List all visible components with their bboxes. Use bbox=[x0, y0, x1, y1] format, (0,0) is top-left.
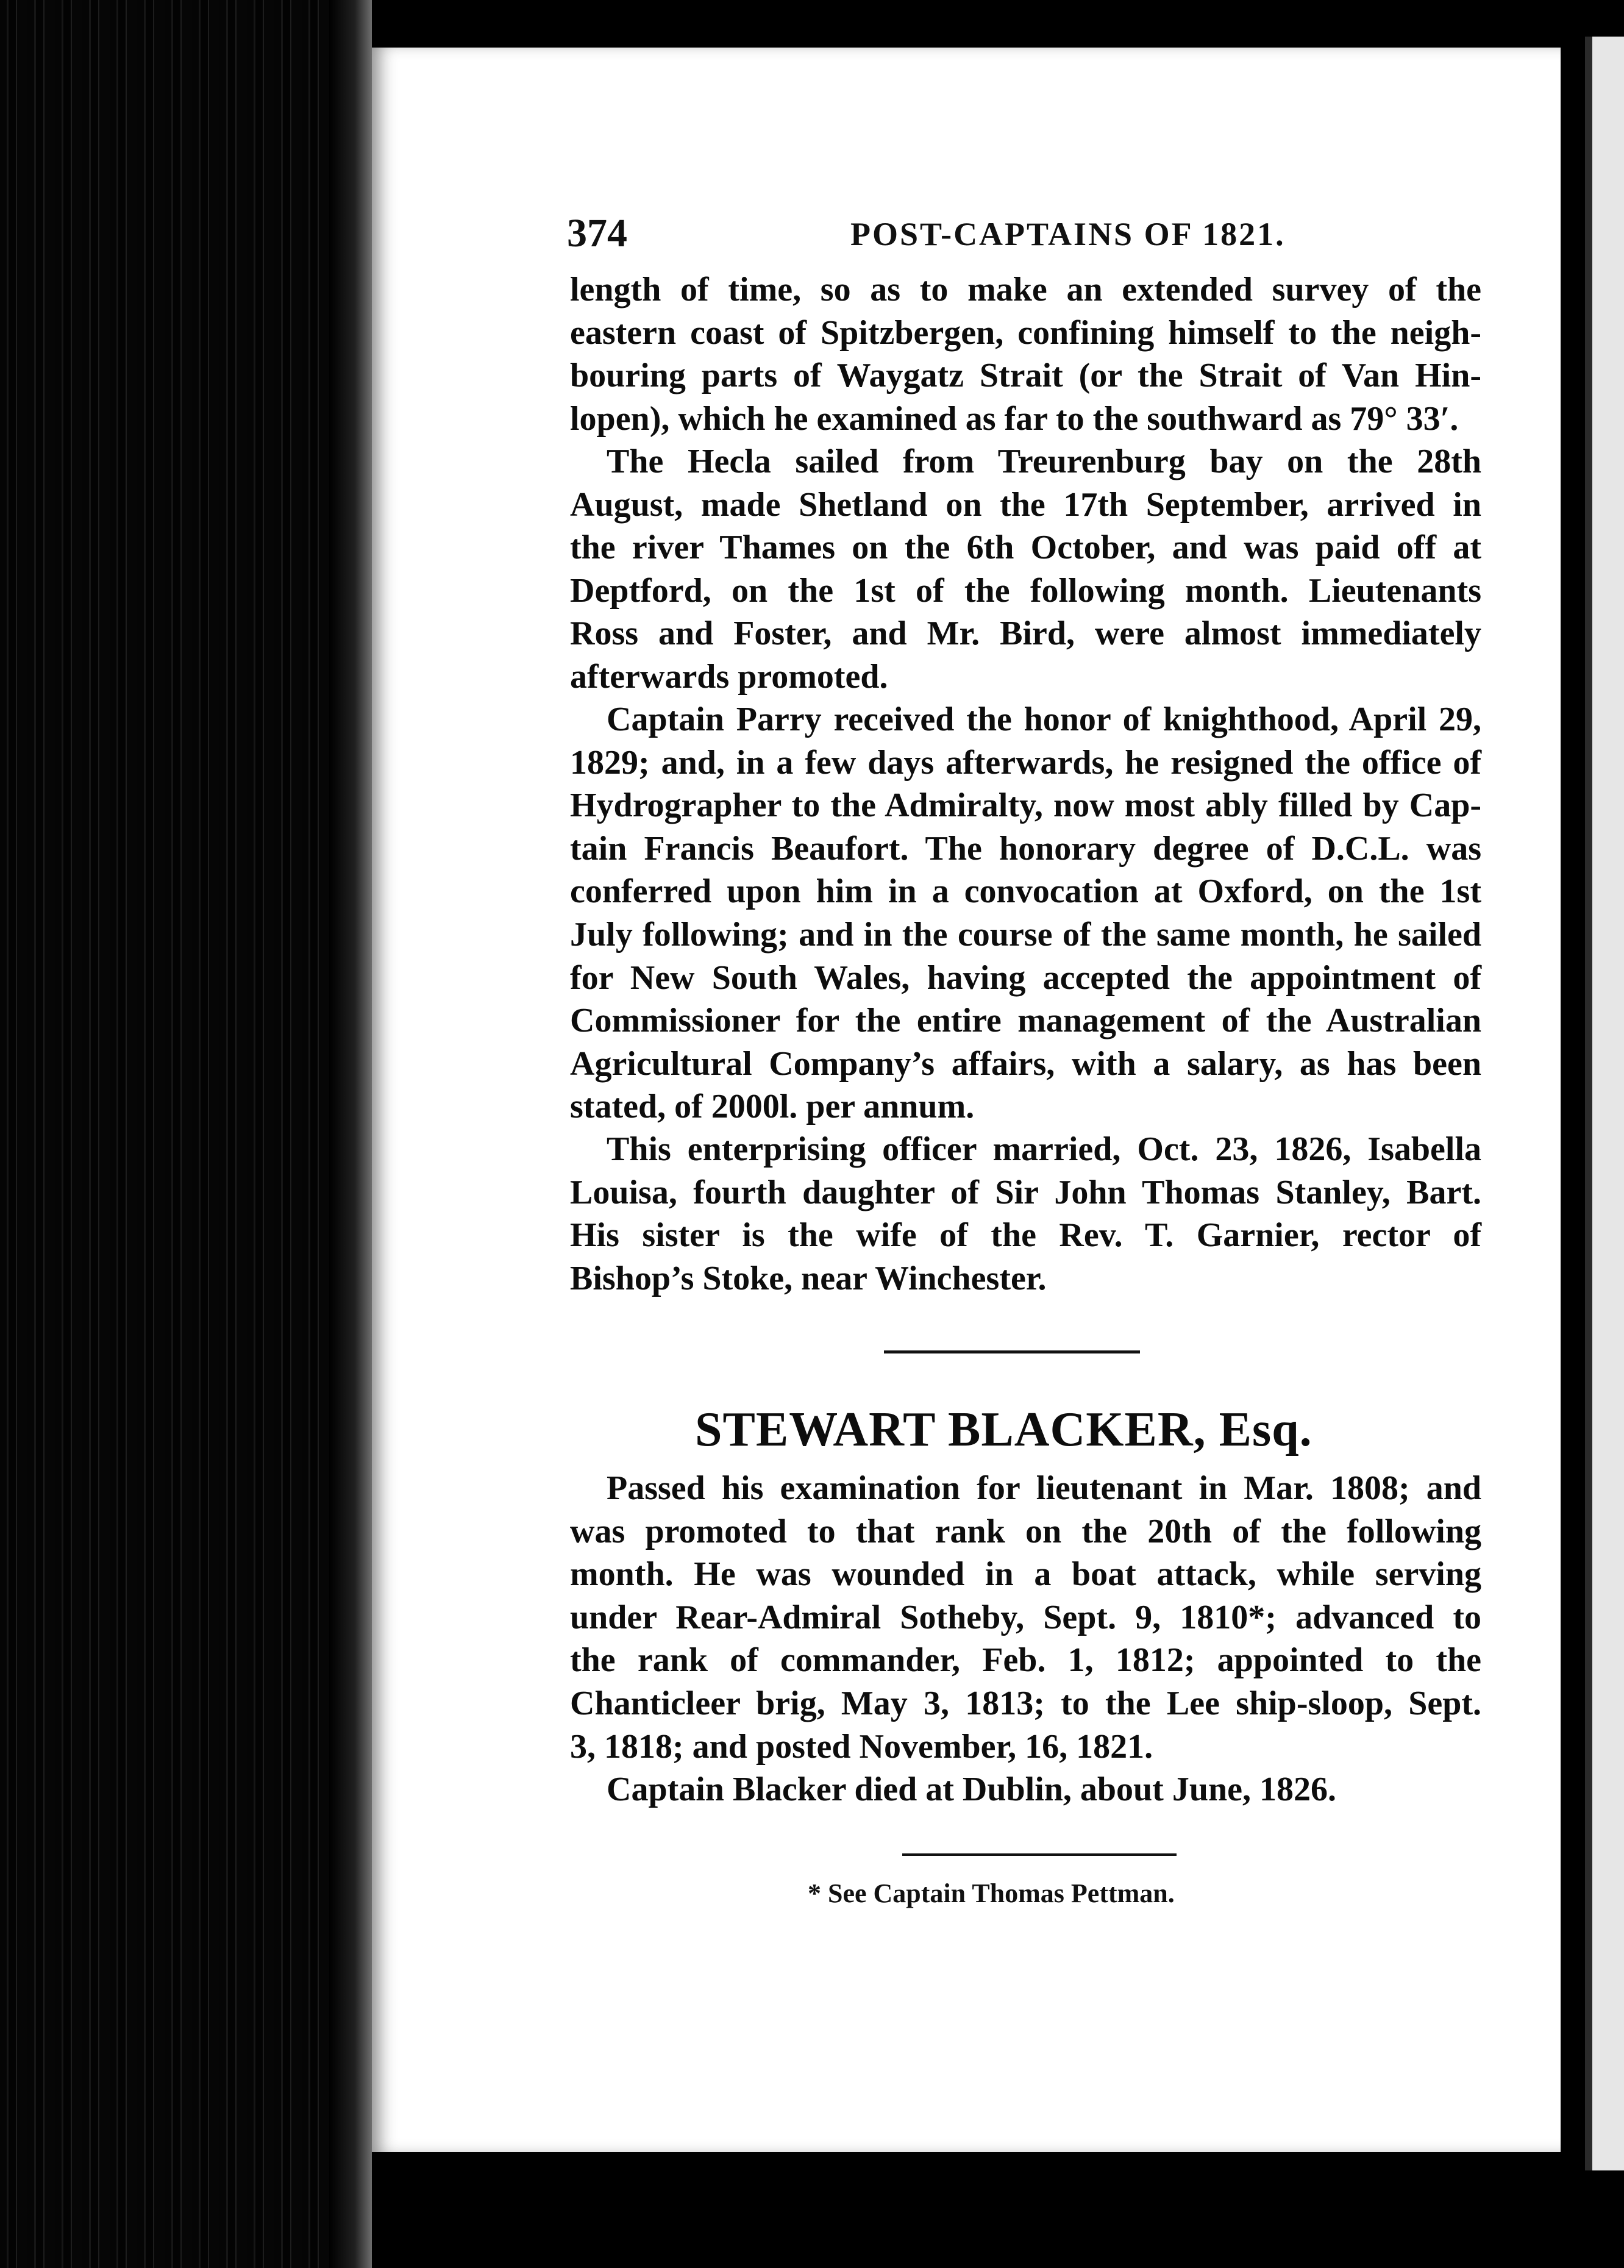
text-line: the river Thames on the 6th October, and was paid off at bbox=[570, 529, 1481, 567]
page-number: 374 bbox=[567, 211, 627, 255]
entry-heading: STEWART BLACKER, Esq. bbox=[695, 1403, 1312, 1457]
text-line: Captain Parry received the honor of knighthood, April 29, bbox=[607, 701, 1481, 738]
text-line: Commissioner for the entire management of the Australian bbox=[570, 1002, 1481, 1040]
page-header bbox=[567, 210, 1481, 265]
text-line: month. He was wounded in a boat attack, while serving bbox=[570, 1555, 1481, 1594]
text-line: conferred upon him in a convocation at Oxford, on the 1st bbox=[570, 872, 1481, 911]
text-line: The Hecla sailed from Treurenburg bay on the 28th bbox=[607, 443, 1481, 480]
paragraph-continuation bbox=[570, 268, 1481, 440]
footnote: * See Captain Thomas Pettman. bbox=[808, 1878, 1175, 1908]
book-binding bbox=[0, 0, 366, 2268]
text-line: Deptford, on the 1st of the following month. Lieutenants bbox=[570, 571, 1481, 610]
text-line: July following; and in the course of the same month, he sailed bbox=[570, 915, 1481, 954]
text-line: Louisa, fourth daughter of Sir John Thomas Stanley, Bart. bbox=[570, 1173, 1481, 1211]
text-line: August, made Shetland on the 17th September, arrived in bbox=[570, 485, 1481, 524]
text-line: length of time, so as to make an extended survey of the bbox=[570, 271, 1481, 308]
text-line: was promoted to that rank on the 20th of the following bbox=[570, 1512, 1481, 1550]
text-line: Agricultural Company’s affairs, with a salary, as has been bbox=[570, 1044, 1481, 1083]
text-line: Bishop’s Stoke, near Winchester. bbox=[570, 1259, 1047, 1297]
text-line: the rank of commander, Feb. 1, 1812; appointed to the bbox=[570, 1641, 1481, 1680]
text-line: under Rear-Admiral Sotheby, Sept. 9, 1810*; advanced to bbox=[570, 1598, 1481, 1636]
paragraph-blacker bbox=[570, 1467, 1481, 1768]
text-line: bouring parts of Waygatz Strait (or the Strait of Van Hin- bbox=[570, 357, 1481, 395]
text-line: 1829; and, in a few days afterwards, he resigned the office of bbox=[570, 743, 1481, 782]
text-line: His sister is the wife of the Rev. T. Garnier, rector of bbox=[570, 1216, 1481, 1255]
text-line: tain Francis Beaufort. The honorary degree of D.C.L. was bbox=[570, 829, 1481, 868]
gutter-shadow bbox=[329, 0, 372, 2268]
text-line: Hydrographer to the Admiralty, now most ably filled by Cap- bbox=[570, 786, 1481, 825]
text-line: afterwards promoted. bbox=[570, 657, 888, 696]
text-line: stated, of 2000l. per annum. bbox=[570, 1088, 975, 1126]
paragraph-death bbox=[570, 1768, 1481, 1811]
paragraph-hecla bbox=[570, 440, 1481, 699]
section-rule bbox=[884, 1350, 1140, 1353]
text-line: Ross and Foster, and Mr. Bird, were almost immediately bbox=[570, 615, 1481, 653]
text-line: Captain Blacker died at Dublin, about June, 1826. bbox=[607, 1771, 1336, 1808]
text-line: Chanticleer brig, May 3, 1813; to the Lee ship-sloop, Sept. bbox=[570, 1684, 1481, 1722]
text-line: 3, 1818; and posted November, 16, 1821. bbox=[570, 1727, 1153, 1766]
text-line: eastern coast of Spitzbergen, confining himself to the neigh- bbox=[570, 313, 1481, 352]
paragraph-parry bbox=[570, 698, 1481, 1129]
running-head: POST-CAPTAINS OF 1821. bbox=[850, 216, 1286, 252]
next-page-edge bbox=[1561, 37, 1624, 2170]
text-line: This enterprising officer married, Oct. 23, 1826, Isabella bbox=[607, 1130, 1481, 1168]
text-line: lopen), which he examined as far to the southward as 79° 33′. bbox=[570, 399, 1459, 438]
text-line: Passed his examination for lieutenant in Mar. 1808; and bbox=[607, 1469, 1481, 1507]
text-line: for New South Wales, having accepted the appointment of bbox=[570, 958, 1481, 997]
paragraph-marriage bbox=[570, 1128, 1481, 1300]
footnote-rule bbox=[902, 1853, 1177, 1856]
